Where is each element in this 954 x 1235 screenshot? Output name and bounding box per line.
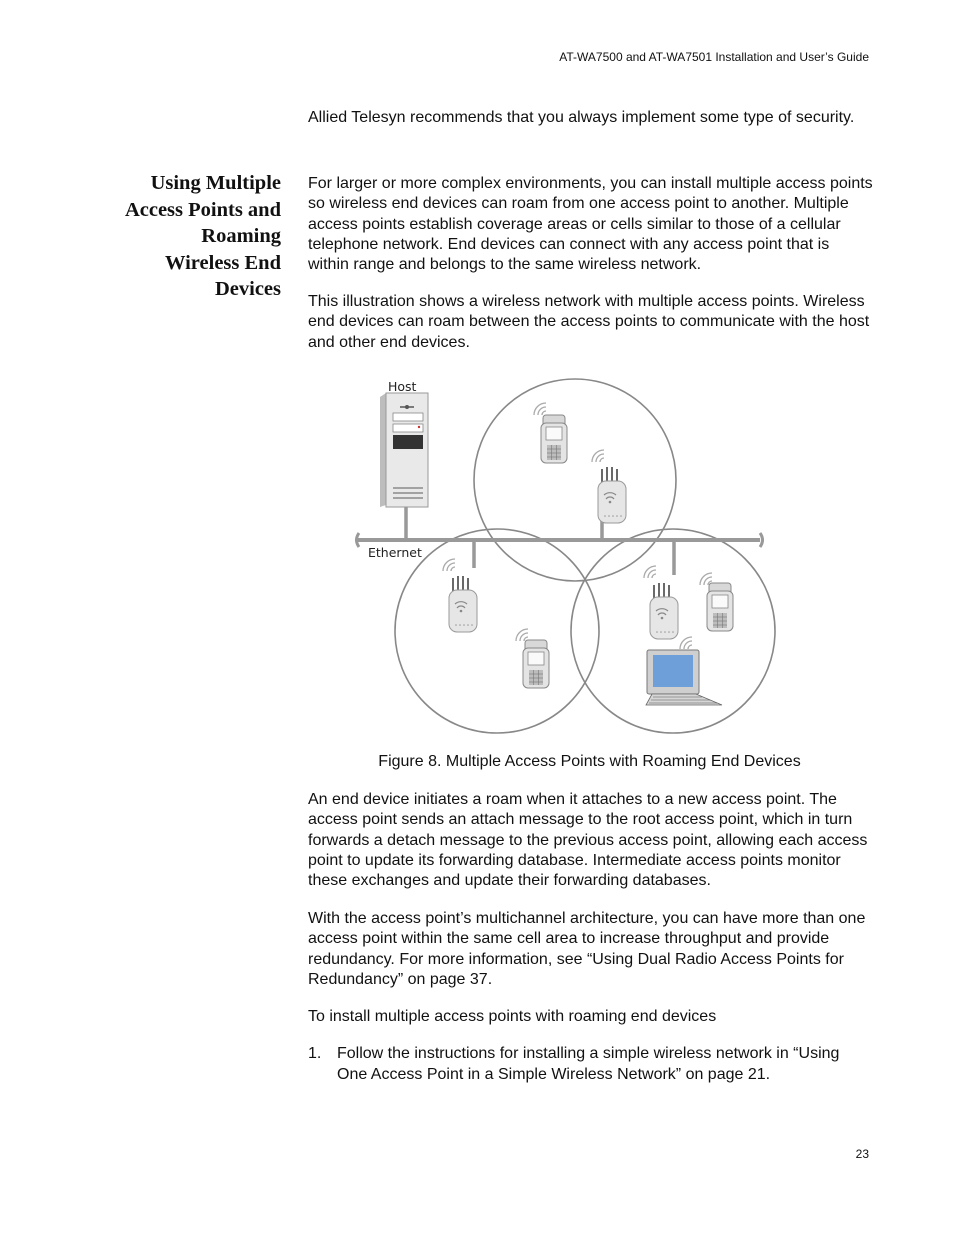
running-header: AT-WA7500 and AT-WA7501 Installation and User’s Guide xyxy=(559,50,869,64)
host-label: Host xyxy=(388,379,417,394)
figure-caption: Figure 8. Multiple Access Points with Roaming End Devices xyxy=(378,753,801,770)
workstation-computer-icon xyxy=(646,637,722,705)
body-paragraph: An end device initiates a roam when it attaches to a new access point. The access point sends an attach message to the root access point, which in turn forwards a detach message to the previous access point, allowing each access point to update its forwarding database. Intermediate access points monitor these exchanges and update their forwarding databases. xyxy=(308,791,868,890)
coverage-cell xyxy=(395,529,599,733)
handheld-device-icon xyxy=(541,415,567,463)
body-paragraph: With the access point’s multichannel architecture, you can have more than one access point within the same cell area to increase throughput and provide redundancy. For more information, see “Using Dual Radio Access Points for Redundancy” on page 37. xyxy=(308,910,866,988)
section-heading-line: Devices xyxy=(214,278,281,300)
body-paragraph: For larger or more complex environments, you can install multiple access points so wireless end devices can roam from one access point to another. Multiple access points establish coverage areas or cells similar to those of a cellular telephone network. End devices can connect with any access point that is within range and belongs to the same wireless network. xyxy=(308,175,873,274)
handheld-device-icon xyxy=(523,640,549,688)
host-server-icon xyxy=(380,393,428,507)
step-number: 1. xyxy=(308,1045,322,1062)
page-number: 23 xyxy=(855,1147,869,1161)
section-heading-line: Roaming xyxy=(201,225,281,247)
section-heading-line: Access Points and xyxy=(124,198,281,221)
section-heading-line: Using Multiple xyxy=(150,172,281,194)
body-paragraph: This illustration shows a wireless network with multiple access points. Wireless end devices can roam between the access points to communicate with the host and other end devices. xyxy=(308,293,870,351)
ethernet-label: Ethernet xyxy=(368,545,422,560)
section-heading-line: Wireless End xyxy=(164,251,281,274)
section-heading xyxy=(100,170,281,303)
procedure-intro: To install multiple access points with roaming end devices xyxy=(308,1008,717,1025)
network-diagram xyxy=(350,375,780,740)
coverage-cell xyxy=(474,379,676,581)
intro-paragraph: Allied Telesyn recommends that you always implement some type of security. xyxy=(308,109,855,126)
access-point-icon xyxy=(650,583,678,639)
access-point-icon xyxy=(449,576,477,632)
access-point-icon xyxy=(598,467,626,523)
step-text: Follow the instructions for installing a simple wireless network in “Using One Access Point in a Simple Wireless Network” on page 21. xyxy=(337,1045,840,1083)
handheld-device-icon xyxy=(707,583,733,631)
